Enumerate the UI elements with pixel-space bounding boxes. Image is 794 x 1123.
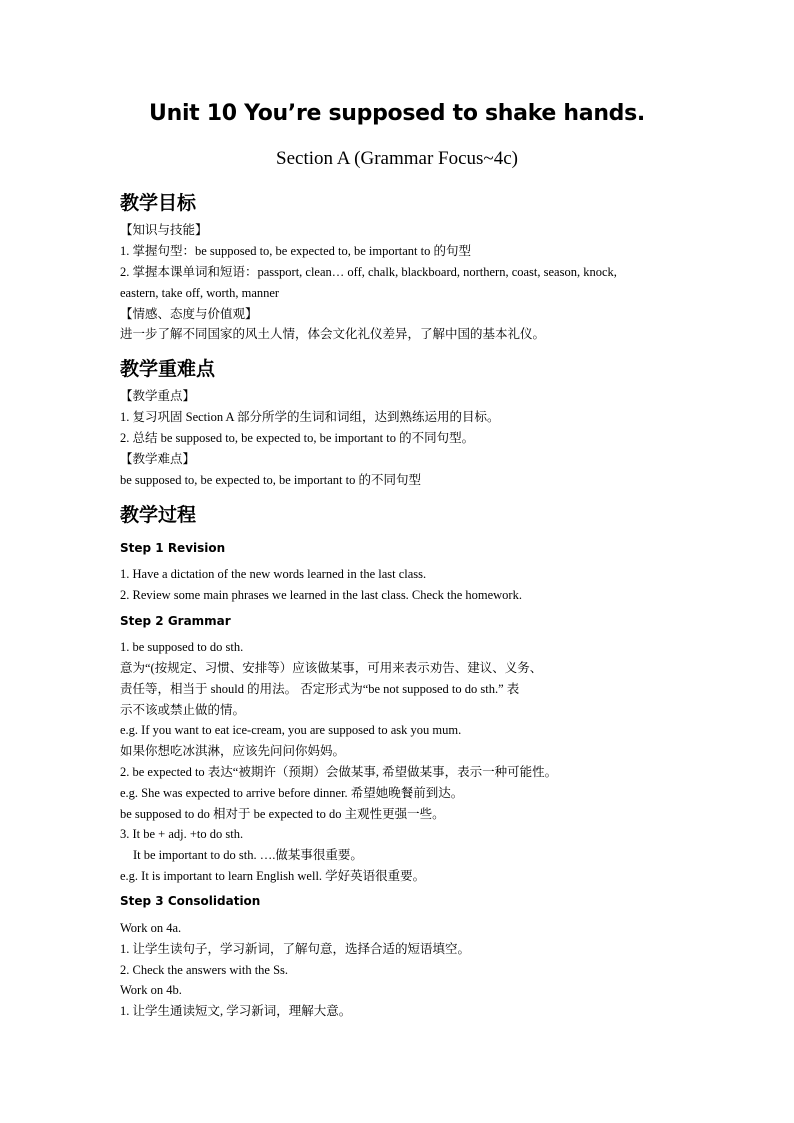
step-2-title: Step 2 Grammar [120,614,231,628]
heading-key-points: 教学重难点 [120,358,216,380]
step-2-line-12: e.g. It is important to learn English well. 学好英语很重要。 [120,869,426,883]
objective-item-1: 1. 掌握句型：be supposed to, be expected to, be important to 的句型 [120,244,471,258]
label-emotion-values: 【情感、态度与价值观】 [120,307,258,321]
step-2-line-4: 示不该或禁止做的情。 [120,703,246,717]
difficulty-text: be supposed to, be expected to, be important to 的不同句型 [120,473,421,487]
step-2-line-1: 1. be supposed to do sth. [120,640,244,654]
focus-item-2: 2. 总结 be supposed to, be expected to, be important to 的不同句型。 [120,431,475,445]
label-focus: 【教学重点】 [120,389,196,403]
step-2-line-6: 如果你想吃冰淇淋，应该先问问你妈妈。 [120,744,346,758]
step-2-line-5: e.g. If you want to eat ice-cream, you are supposed to ask you mum. [120,723,462,737]
document-subtitle: Section A (Grammar Focus~4c) [276,148,518,169]
focus-item-1: 1. 复习巩固 Section A 部分所学的生词和词组，达到熟练运用的目标。 [120,410,500,424]
emotion-text: 进一步了解不同国家的风土人情，体会文化礼仪差异，了解中国的基本礼仪。 [120,327,546,341]
heading-process: 教学过程 [120,504,197,526]
step-2-line-7: 2. be expected to 表达“被期许（预期）会做某事, 希望做某事，表示一种可能性。 [120,765,558,779]
step-2-line-3: 责任等，相当于 should 的用法。 否定形式为“be not supposed to do sth.” 表 [120,682,520,696]
step-2-line-10: 3. It be + adj. +to do sth. [120,827,244,841]
step-3-line-4: Work on 4b. [120,983,182,997]
document-title: Unit 10 You’re supposed to shake hands. [149,101,645,126]
step-2-line-8: e.g. She was expected to arrive before dinner. 希望她晚餐前到达。 [120,786,464,800]
step-1-title: Step 1 Revision [120,541,226,555]
label-difficulty: 【教学难点】 [120,452,196,466]
step-2-line-2: 意为“(按规定、习惯、安排等）应该做某事，可用来表示劝告、建议、义务、 [120,661,543,675]
step-3-title: Step 3 Consolidation [120,894,261,908]
heading-objectives: 教学目标 [120,192,197,214]
step-3-line-5: 1. 让学生通读短文, 学习新词，理解大意。 [120,1004,352,1018]
step-2-line-11: It be important to do sth. ….做某事很重要。 [133,848,363,862]
step-1-line-2: 2. Review some main phrases we learned in the last class. Check the homework. [120,588,522,602]
step-3-line-2: 1. 让学生读句子，学习新词，了解句意，选择合适的短语填空。 [120,942,471,956]
objective-item-2: 2. 掌握本课单词和短语：passport, clean… off, chalk, blackboard, northern, coast, season, knock, [120,265,617,279]
step-3-line-3: 2. Check the answers with the Ss. [120,963,289,977]
step-2-line-9: be supposed to do 相对于 be expected to do 主观性更强一些。 [120,807,445,821]
objective-item-2-cont: eastern, take off, worth, manner [120,286,280,300]
step-1-line-1: 1. Have a dictation of the new words learned in the last class. [120,567,427,581]
step-3-line-1: Work on 4a. [120,921,182,935]
label-knowledge-skills: 【知识与技能】 [120,223,208,237]
